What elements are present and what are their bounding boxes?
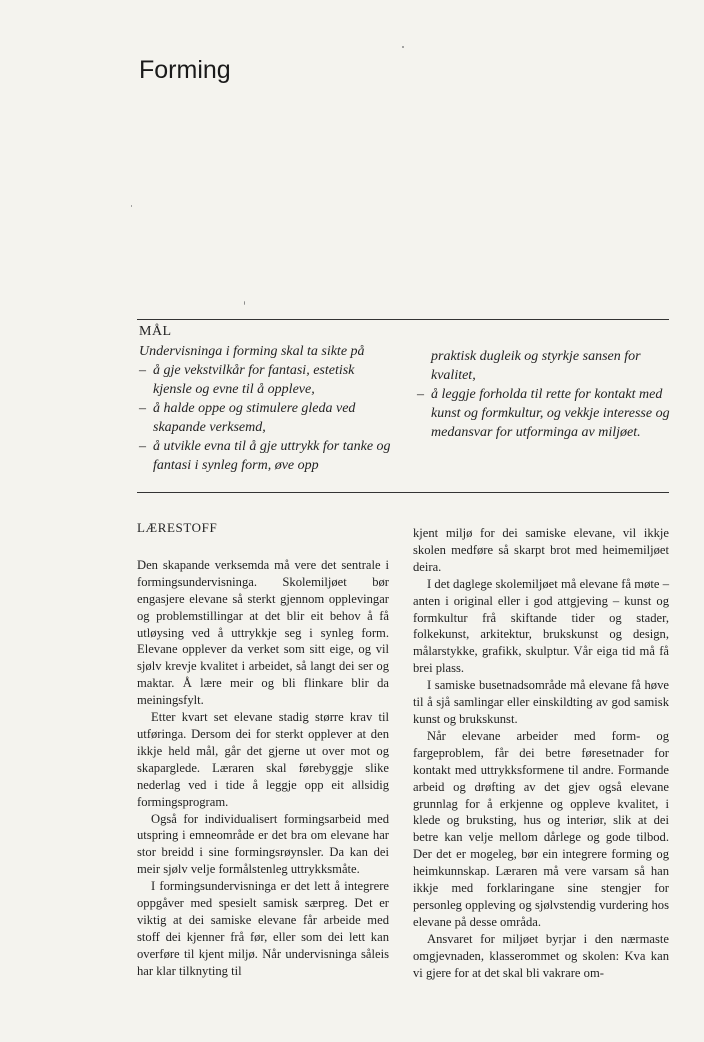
paragraph: kjent miljø for dei samiske elevane, vil ikkje skolen medføre så skarpt brot med heimemiljøet deira. (413, 526, 669, 574)
goal-item: – å gje vekstvilkår for fantasi, estetisk kjensle og evne til å oppleve, (139, 363, 355, 397)
goals-list-right (417, 385, 672, 442)
goals-left-column (139, 342, 391, 475)
page-title: Forming (139, 56, 231, 84)
goals-intro: Undervisninga i forming skal ta sikte på (139, 344, 365, 359)
goals-heading: MÅL (139, 324, 172, 339)
paragraph: I det daglege skolemiljøet må elevane få møte – anten i original eller i god attgjeving – kunst og formkultur frå skiftande tider og stader, folkekunst, arkitektur, brukskunst og design, målarstykke, grafikk, skulptur. Vår eiga tid må få brei plass. (413, 576, 669, 676)
goal-continuation: praktisk dugleik og styrkje sansen for kvalitet, (431, 349, 641, 383)
content-right-column (413, 525, 669, 981)
goals-top-rule (137, 319, 669, 320)
goal-item: – å halde oppe og stimulere gleda ved skapande verksemd, (139, 401, 356, 435)
paragraph: Også for individualisert formingsarbeid med utspring i emneområde er det bra om elevane har stor breidd i sine formingsrøynsler. Da kan dei meir sjølv velje formålstenleg uttrykksmåte. (137, 811, 389, 877)
paragraph: Den skapande verksemda må vere det sentrale i formingsundervisninga. Skolemiljøet bør engasjere elevane så sterkt gjennom opplevingar og problemstillingar at det blir eit behov å få utløysing ved å uttrykkje seg i synleg form. Elevane opplever da verket som sitt eige, og vil sjølv krevje kvalitet i arbeidet, så langt dei ser og maktar. Å lære meir og bli flinkare blir da meiningsfylt. (137, 557, 389, 708)
goals-right-column (417, 347, 672, 442)
content-left-column (137, 520, 389, 980)
goals-bottom-rule (137, 492, 669, 493)
paragraph: I formingsundervisninga er det lett å integrere oppgåver med spesielt samisk særpreg. Det er viktig at dei samiske elevane får arbeide med stoff dei kjenner frå før, eller som dei lett kan overføre til kjent miljø. Når undervisninga såleis har klar tilknyting til (137, 879, 389, 978)
goal-item: – å leggje forholda til rette for kontakt med kunst og formkultur, og vekkje interesse og medansvar for utforminga av miljøet. (417, 387, 670, 440)
section-heading: LÆRESTOFF (137, 520, 218, 535)
paragraph: Ansvaret for miljøet byrjar i den nærmaste omgjevnaden, klasserommet og skolen: Kva kan vi gjere for at det skal bli vakrare om- (413, 931, 669, 980)
goals-list (139, 361, 391, 475)
paper-speck (402, 46, 404, 48)
paper-speck (244, 301, 245, 305)
paragraph: Når elevane arbeider med form- og fargeproblem, får dei betre føresetnader for kontakt med uttrykksformene til andre. Formande arbeid og drøfting av det gjev også elevane grunnlag for å erkjenne og oppleve kvalitet, i klede og bruksting, hus og interiør, slik at dei betre kan velje mellom dårlege og gode tilbod. Der det er mogeleg, bør ein integrere forming og heimkunnskap. Læraren må vere varsam så han ikkje med forklaringane sine stengjer for personleg oppleving og sjølvstendig vurdering hos elevane på desse områda. (413, 728, 669, 929)
paragraph: Etter kvart set elevane stadig større krav til utføringa. Dersom dei for sterkt opplever at den ikkje held mål, går det gjerne ut over mot og skaparglede. Læraren skal førebyggje slike nederlag ved i tide å leggje opp eit allsidig formingsprogram. (137, 710, 389, 809)
paragraph: I samiske busetnadsområde må elevane få høve til å sjå samlingar eller einskildting av god samisk kunst og brukskunst. (413, 678, 669, 726)
goal-item: – å utvikle evna til å gje uttrykk for tanke og fantasi i synleg form, øve opp (139, 439, 391, 473)
paper-speck (131, 205, 132, 207)
